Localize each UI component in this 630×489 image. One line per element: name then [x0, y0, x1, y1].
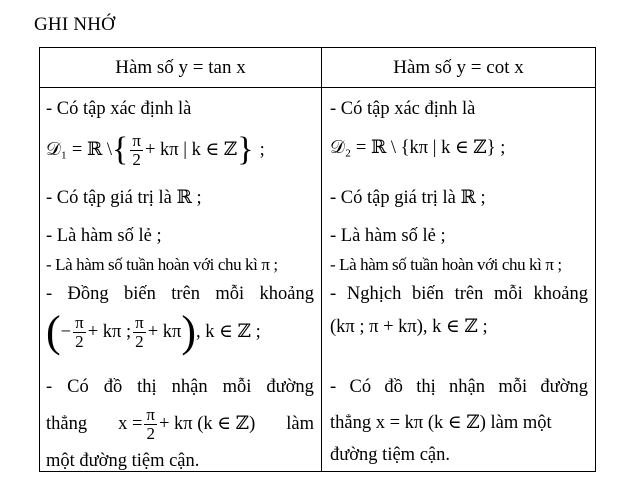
- minus-sign: −: [60, 321, 72, 342]
- word: mỗi: [494, 284, 523, 304]
- cot-asymptote-line1: [330, 378, 588, 397]
- fraction-denominator: 2: [135, 331, 144, 351]
- word: đồ: [384, 377, 403, 397]
- interval-mid: + kπ ;: [87, 321, 132, 342]
- header-cot: [322, 48, 595, 87]
- word: biến: [412, 284, 444, 304]
- word: biến: [124, 284, 156, 304]
- equation-lhs: x =: [118, 413, 143, 434]
- tan-odd: - Là hàm số lẻ ;: [46, 226, 162, 246]
- tan-asymptote-line1: [46, 378, 314, 397]
- word: -: [330, 377, 337, 397]
- fraction-denominator: 2: [146, 423, 155, 443]
- interval-end: + kπ: [147, 321, 182, 342]
- cot-asymptote-line3: đường tiệm cận.: [330, 445, 450, 465]
- word: đường: [540, 377, 588, 397]
- word: -: [330, 284, 337, 304]
- tan-domain-set: [46, 128, 265, 172]
- tan-domain-fraction: [130, 132, 143, 169]
- word: Nghịch: [346, 284, 402, 304]
- interval-fraction-2: [133, 314, 146, 351]
- cot-asymptote-line2: thẳng x = kπ (k ∈ ℤ) làm một: [330, 413, 552, 433]
- word: đồ: [103, 377, 123, 397]
- tan-domain-rest: + kπ | k ∈ ℤ: [144, 139, 238, 160]
- right-paren: ): [181, 307, 197, 356]
- word: khoảng: [533, 284, 588, 304]
- fraction-numerator: π: [146, 404, 155, 424]
- word: đường: [266, 377, 314, 397]
- tan-interval: [46, 306, 261, 358]
- asymptote-fraction: [144, 406, 157, 443]
- cot-interval: (kπ ; π + kπ), k ∈ ℤ ;: [330, 317, 488, 337]
- word: trên: [454, 284, 484, 304]
- left-brace: {: [112, 131, 129, 168]
- word: khoảng: [259, 284, 314, 304]
- equation-rhs: + kπ (k ∈ ℤ): [158, 413, 256, 434]
- tan-domain-lhs: 𝒟₁ = ℝ \: [46, 139, 113, 160]
- tan-increasing: [46, 285, 314, 304]
- interval-fraction-1: [73, 314, 86, 351]
- cot-odd: - Là hàm số lẻ ;: [330, 226, 446, 246]
- cot-periodic: - Là hàm số tuần hoàn với chu kì π ;: [330, 255, 562, 274]
- word: làm: [286, 413, 314, 434]
- tan-asymptote-line3: một đường tiệm cận.: [46, 451, 200, 471]
- page-title: GHI NHỚ: [34, 14, 116, 35]
- asymptote-equation: [118, 406, 255, 443]
- word: trên: [171, 284, 200, 304]
- fraction-numerator: π: [135, 312, 144, 332]
- word: -: [46, 284, 53, 304]
- left-paren: (: [46, 307, 61, 356]
- cot-domain-intro: - Có tập xác định là: [330, 99, 476, 119]
- word: thị: [416, 377, 436, 397]
- word: -: [46, 377, 53, 397]
- column-divider: [321, 48, 322, 471]
- fraction-denominator: 2: [132, 149, 141, 169]
- tan-domain-intro: - Có tập xác định là: [46, 99, 192, 119]
- right-brace: }: [237, 131, 254, 168]
- tan-range: - Có tập giá trị là ℝ ;: [46, 188, 202, 208]
- fraction-denominator: 2: [75, 331, 84, 351]
- word: mỗi: [215, 284, 245, 304]
- cot-decreasing: [330, 285, 588, 304]
- tan-domain-end: ;: [259, 139, 265, 160]
- word: mỗi: [222, 377, 252, 397]
- word: mỗi: [498, 377, 528, 397]
- tan-periodic: - Là hàm số tuần hoàn với chu kì π ;: [46, 255, 278, 274]
- tan-asymptote-line2: [46, 400, 314, 448]
- word: Có: [349, 377, 372, 397]
- fraction-numerator: π: [75, 312, 84, 332]
- word: Đồng: [67, 284, 109, 304]
- word: thị: [137, 377, 157, 397]
- header-divider: [40, 87, 595, 88]
- header-cot-label: Hàm số y = cot x: [393, 56, 524, 78]
- header-tan-label: Hàm số y = tan x: [115, 56, 246, 78]
- cot-range: - Có tập giá trị là ℝ ;: [330, 188, 486, 208]
- cot-domain-set: 𝒟₂ = ℝ \ {kπ | k ∈ ℤ} ;: [330, 138, 506, 158]
- word: nhận: [171, 377, 208, 397]
- word: thẳng: [46, 413, 88, 434]
- header-tan: [40, 48, 321, 87]
- fraction-numerator: π: [132, 130, 141, 150]
- word: Có: [67, 377, 89, 397]
- interval-tail: , k ∈ ℤ ;: [196, 321, 261, 342]
- summary-table: [39, 47, 596, 472]
- word: nhận: [449, 377, 486, 397]
